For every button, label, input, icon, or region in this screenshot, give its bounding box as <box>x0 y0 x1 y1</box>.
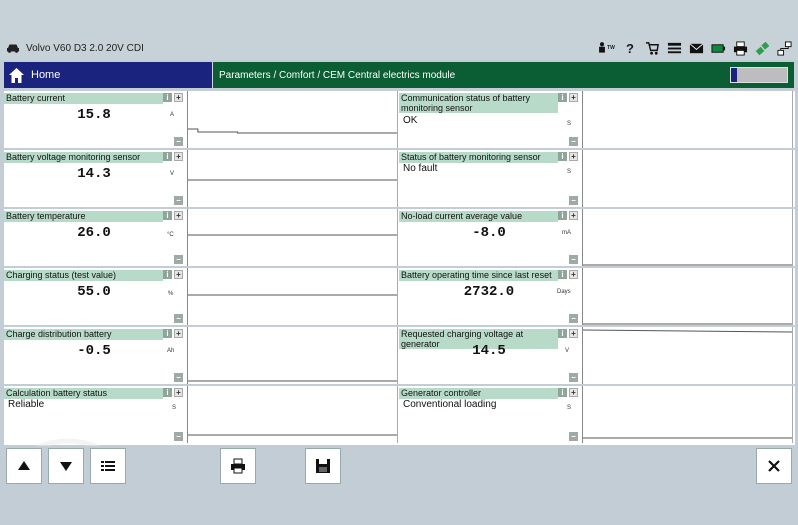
parameter-label: Battery current <box>4 93 163 104</box>
top-bar <box>0 0 798 60</box>
parameter-value: 15.8 <box>77 107 111 123</box>
zoom-in-button[interactable]: + <box>569 93 578 102</box>
parameter-cell <box>399 327 793 384</box>
parameter-cell <box>4 268 398 325</box>
parameter-value-panel[interactable] <box>4 150 187 207</box>
row-divider <box>4 266 795 268</box>
parameter-cell <box>4 91 398 148</box>
scroll-up-button[interactable] <box>6 448 42 484</box>
trend-line <box>188 129 397 133</box>
zoom-out-button[interactable]: − <box>174 196 183 205</box>
row-divider <box>4 207 795 209</box>
help-icon[interactable]: ? <box>626 40 634 56</box>
network-icon[interactable] <box>776 40 792 56</box>
progress-fill <box>731 68 737 82</box>
parameter-unit: Ah <box>167 348 175 354</box>
print-button[interactable] <box>220 448 256 484</box>
trend-graph[interactable] <box>582 327 793 384</box>
parameter-value-panel[interactable] <box>399 209 582 266</box>
parameter-value: -8.0 <box>472 225 506 241</box>
zoom-out-button[interactable]: − <box>174 314 183 323</box>
info-button[interactable]: i <box>163 270 172 279</box>
parameter-cell <box>399 268 793 325</box>
parameter-unit: % <box>168 291 174 297</box>
zoom-in-button[interactable]: + <box>569 329 578 338</box>
zoom-out-button[interactable]: − <box>174 255 183 264</box>
zoom-in-button[interactable]: + <box>569 152 578 161</box>
parameter-value-panel[interactable] <box>4 91 187 148</box>
car-icon <box>6 43 20 53</box>
trend-graph[interactable] <box>582 209 793 266</box>
info-button[interactable]: i <box>163 211 172 220</box>
zoom-in-button[interactable]: + <box>174 388 183 397</box>
info-button[interactable]: i <box>163 93 172 102</box>
printer-icon <box>230 458 246 474</box>
trend-graph[interactable] <box>187 327 398 384</box>
breadcrumb <box>212 62 794 88</box>
trend-graph[interactable] <box>582 150 793 207</box>
parameter-unit: °C <box>167 232 174 238</box>
bottom-bar <box>0 446 798 525</box>
list-view-button[interactable] <box>90 448 126 484</box>
parameter-value-panel[interactable] <box>4 327 187 384</box>
zoom-out-button[interactable]: − <box>174 373 183 382</box>
zoom-out-button[interactable]: − <box>174 137 183 146</box>
down-arrow-icon <box>58 458 74 474</box>
trend-graph[interactable] <box>582 386 793 443</box>
parameter-value: 14.3 <box>77 166 111 182</box>
parameter-value-panel[interactable] <box>399 91 582 148</box>
parameter-value-panel[interactable] <box>399 386 582 443</box>
parameter-value: 14.5 <box>472 343 506 359</box>
breadcrumb-text: Parameters / Comfort / CEM Central electrics module <box>219 69 456 81</box>
info-button[interactable]: i <box>163 329 172 338</box>
info-button[interactable]: i <box>558 152 567 161</box>
connection-icon[interactable] <box>754 40 770 56</box>
parameter-value: Reliable <box>8 399 45 410</box>
row-divider <box>4 148 795 150</box>
parameter-cell <box>399 386 793 443</box>
parameter-value: OK <box>403 115 418 126</box>
mail-icon[interactable] <box>688 40 704 56</box>
scroll-down-button[interactable] <box>48 448 84 484</box>
parameter-value: 55.0 <box>77 284 111 300</box>
technician-sub-label: TW <box>607 45 615 51</box>
parameter-value-panel[interactable] <box>4 386 187 443</box>
home-button[interactable] <box>4 62 212 88</box>
up-arrow-icon <box>16 458 32 474</box>
parameter-label: Status of battery monitoring sensor <box>399 152 558 163</box>
vehicle-info[interactable] <box>6 41 144 55</box>
list-view-icon <box>100 458 116 474</box>
parameter-unit: A <box>170 112 175 118</box>
vehicle-name: Volvo V60 D3 2.0 20V CDI <box>26 42 144 54</box>
info-button[interactable]: i <box>558 93 567 102</box>
parameter-cell <box>4 150 398 207</box>
info-button[interactable]: i <box>558 211 567 220</box>
parameter-cell <box>399 209 793 266</box>
parameter-label: No-load current average value <box>399 211 558 222</box>
zoom-in-button[interactable]: + <box>174 329 183 338</box>
technician-icon[interactable] <box>596 40 616 56</box>
parameter-value: Conventional loading <box>403 399 497 410</box>
parameter-value-panel[interactable] <box>399 327 582 384</box>
info-button[interactable]: i <box>558 329 567 338</box>
zoom-in-button[interactable]: + <box>569 270 578 279</box>
parameter-cell <box>399 91 793 148</box>
zoom-out-button[interactable]: − <box>174 432 183 441</box>
nav-bar <box>4 62 794 88</box>
parameter-unit: S <box>172 405 177 411</box>
trend-line <box>583 330 792 332</box>
parameter-label: Battery operating time since last reset <box>399 270 558 281</box>
trend-graph[interactable] <box>187 150 398 207</box>
parameter-value-panel[interactable] <box>399 268 582 325</box>
zoom-in-button[interactable]: + <box>569 388 578 397</box>
parameter-unit: S <box>567 169 572 175</box>
parameter-label: Generator controller <box>399 388 558 399</box>
info-button[interactable]: i <box>163 152 172 161</box>
parameter-unit: S <box>567 121 572 127</box>
parameter-value-panel[interactable] <box>399 150 582 207</box>
parameter-value: -0.5 <box>77 343 111 359</box>
zoom-out-button[interactable]: − <box>569 314 578 323</box>
save-icon <box>315 458 331 474</box>
row-divider <box>4 325 795 327</box>
printer-icon[interactable] <box>732 40 748 56</box>
trend-graph[interactable] <box>187 268 398 325</box>
save-button[interactable] <box>305 448 341 484</box>
parameter-unit: V <box>565 348 570 354</box>
parameter-label: Charge distribution battery <box>4 329 163 340</box>
row-divider <box>4 384 795 386</box>
info-button[interactable]: i <box>558 270 567 279</box>
parameter-unit: V <box>170 171 175 177</box>
toolbar <box>596 38 792 58</box>
parameter-label: Requested charging voltage at generator <box>399 329 558 349</box>
parameter-label: Charging status (test value) <box>4 270 163 281</box>
trend-graph[interactable] <box>187 91 398 148</box>
parameter-label: Battery temperature <box>4 211 163 222</box>
parameter-unit: mA <box>562 230 571 236</box>
trend-graph[interactable] <box>187 386 398 443</box>
info-button[interactable]: i <box>163 388 172 397</box>
parameter-unit: S <box>567 405 572 411</box>
parameter-value-panel[interactable] <box>4 209 187 266</box>
parameter-unit: Days <box>557 289 571 295</box>
parameter-grid <box>4 91 795 445</box>
parameter-cell <box>4 209 398 266</box>
trend-graph[interactable] <box>582 91 793 148</box>
zoom-in-button[interactable]: + <box>174 93 183 102</box>
parameter-cell <box>4 327 398 384</box>
zoom-in-button[interactable]: + <box>569 211 578 220</box>
parameter-value: 2732.0 <box>463 284 515 300</box>
trend-graph[interactable] <box>582 268 793 325</box>
list-icon[interactable] <box>666 40 682 56</box>
home-icon <box>8 67 25 84</box>
parameter-value: 26.0 <box>77 225 111 241</box>
close-icon <box>766 458 782 474</box>
zoom-in-button[interactable]: + <box>174 270 183 279</box>
cart-icon[interactable] <box>644 40 660 56</box>
close-button[interactable] <box>756 448 792 484</box>
home-label: Home <box>31 69 61 81</box>
parameter-cell <box>399 150 793 207</box>
parameter-label: Battery voltage monitoring sensor <box>4 152 163 163</box>
parameter-cell <box>4 386 398 443</box>
parameter-value: No fault <box>403 163 438 174</box>
trend-graph[interactable] <box>187 209 398 266</box>
zoom-out-button[interactable]: − <box>569 255 578 264</box>
parameter-label: Communication status of battery monitoring sensor <box>399 93 558 113</box>
zoom-out-button[interactable]: − <box>569 373 578 382</box>
zoom-in-button[interactable]: + <box>174 152 183 161</box>
zoom-out-button[interactable]: − <box>569 137 578 146</box>
zoom-in-button[interactable]: + <box>174 211 183 220</box>
zoom-out-button[interactable]: − <box>569 432 578 441</box>
battery-icon[interactable] <box>710 40 726 56</box>
parameter-value-panel[interactable] <box>4 268 187 325</box>
parameter-label: Calculation battery status <box>4 388 163 399</box>
info-button[interactable]: i <box>558 388 567 397</box>
progress-bar <box>730 67 788 83</box>
zoom-out-button[interactable]: − <box>569 196 578 205</box>
